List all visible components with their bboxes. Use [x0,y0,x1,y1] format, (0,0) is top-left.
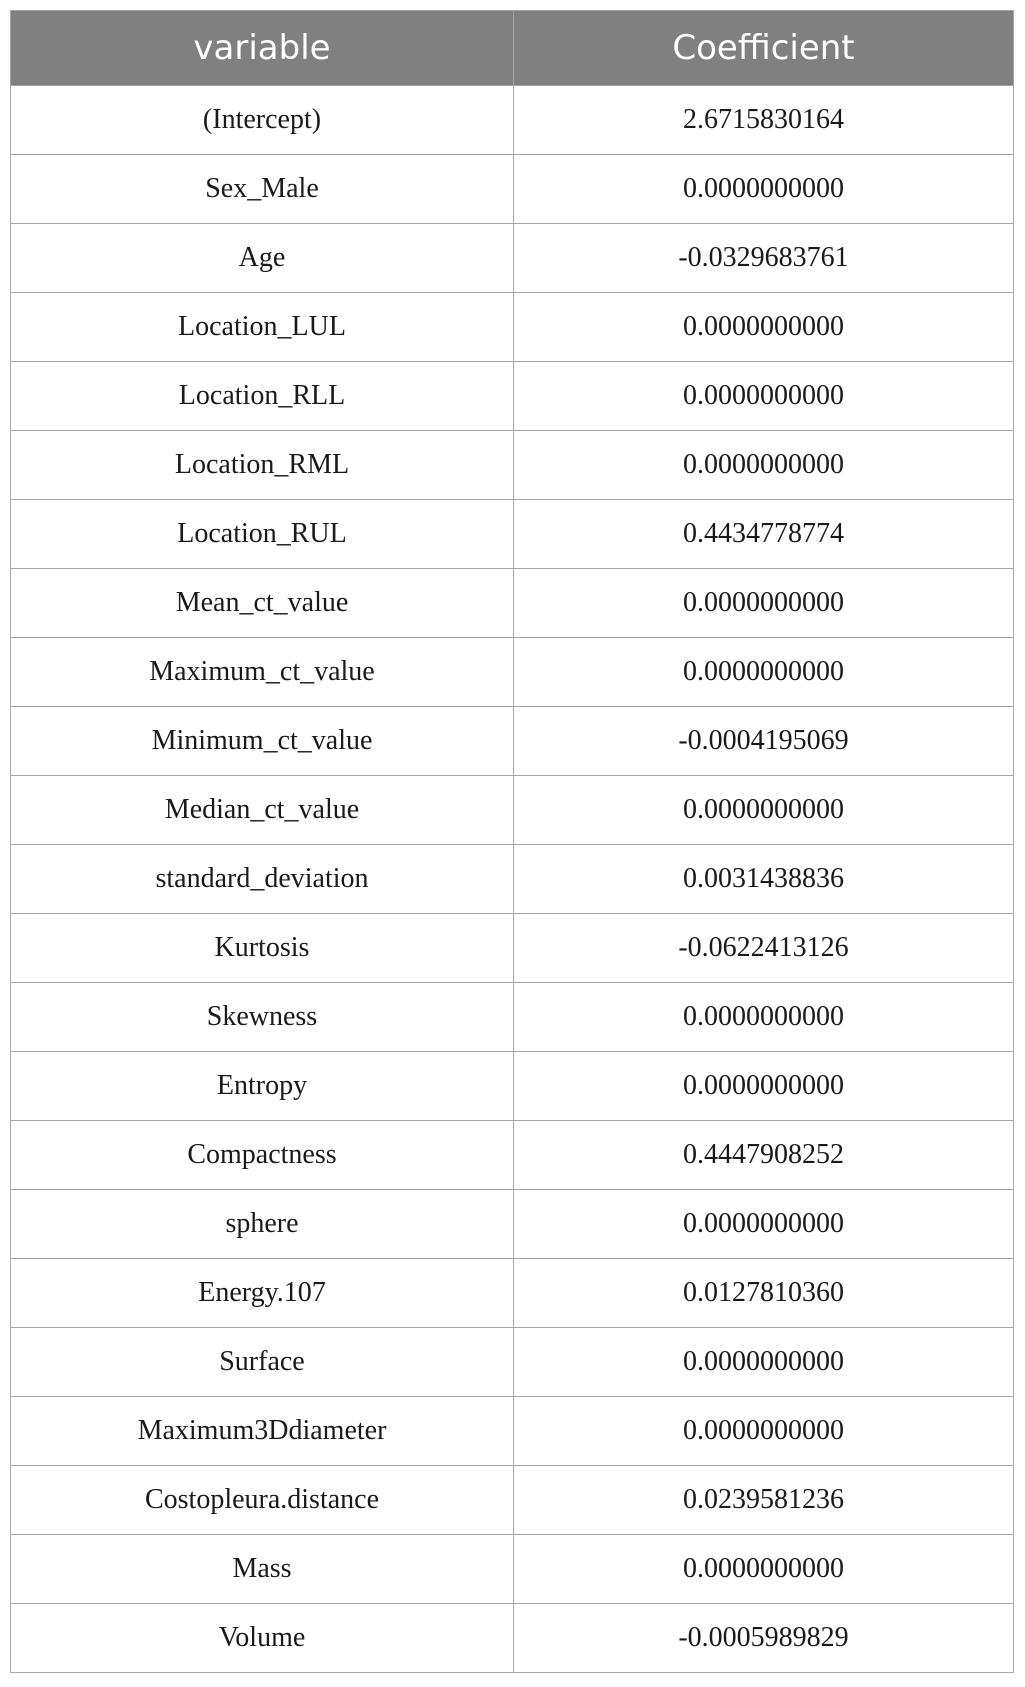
variable-cell: Skewness [11,983,514,1052]
table-row [11,983,1014,1052]
table-row [11,500,1014,569]
coefficient-cell: 0.0000000000 [514,293,1014,362]
table-row [11,293,1014,362]
coefficient-cell: 0.0000000000 [514,776,1014,845]
coefficient-cell: 0.0000000000 [514,1052,1014,1121]
coefficient-cell: 0.0000000000 [514,569,1014,638]
variable-cell: Location_RUL [11,500,514,569]
variable-cell: sphere [11,1190,514,1259]
variable-cell: (Intercept) [11,86,514,155]
table-row [11,1604,1014,1673]
table-row [11,914,1014,983]
table-row [11,362,1014,431]
table-header [11,11,1014,86]
table-row [11,1190,1014,1259]
table-row [11,86,1014,155]
coefficient-cell: 0.0000000000 [514,1397,1014,1466]
header-row [11,11,1014,86]
table-body [11,86,1014,1673]
variable-cell: Surface [11,1328,514,1397]
coefficient-cell: 0.0239581236 [514,1466,1014,1535]
coefficient-cell: 0.0031438836 [514,845,1014,914]
coefficient-cell: 2.6715830164 [514,86,1014,155]
variable-cell: Median_ct_value [11,776,514,845]
variable-cell: Maximum3Ddiameter [11,1397,514,1466]
variable-cell: Costopleura.distance [11,1466,514,1535]
table-row [11,845,1014,914]
table-row [11,431,1014,500]
coefficient-cell: 0.0000000000 [514,1190,1014,1259]
coefficient-cell: 0.0000000000 [514,1328,1014,1397]
table-row [11,1397,1014,1466]
coefficient-table-container [10,10,1013,1673]
coefficient-cell: 0.0000000000 [514,983,1014,1052]
table-row [11,1466,1014,1535]
coefficient-cell: 0.0127810360 [514,1259,1014,1328]
variable-cell: Minimum_ct_value [11,707,514,776]
table-row [11,1052,1014,1121]
variable-cell: Compactness [11,1121,514,1190]
coefficient-cell: -0.0622413126 [514,914,1014,983]
variable-cell: Age [11,224,514,293]
column-header-variable: variable [11,11,514,86]
variable-cell: Maximum_ct_value [11,638,514,707]
coefficient-cell: 0.0000000000 [514,362,1014,431]
variable-cell: Location_RLL [11,362,514,431]
coefficient-cell: 0.4434778774 [514,500,1014,569]
variable-cell: Location_LUL [11,293,514,362]
table-row [11,224,1014,293]
coefficient-cell: 0.0000000000 [514,155,1014,224]
variable-cell: Volume [11,1604,514,1673]
variable-cell: standard_deviation [11,845,514,914]
coefficient-cell: 0.0000000000 [514,431,1014,500]
coefficient-cell: 0.4447908252 [514,1121,1014,1190]
table-row [11,1121,1014,1190]
variable-cell: Mass [11,1535,514,1604]
coefficient-cell: -0.0005989829 [514,1604,1014,1673]
variable-cell: Energy.107 [11,1259,514,1328]
table-row [11,1535,1014,1604]
coefficient-cell: 0.0000000000 [514,638,1014,707]
variable-cell: Kurtosis [11,914,514,983]
variable-cell: Entropy [11,1052,514,1121]
table-row [11,707,1014,776]
coefficient-cell: 0.0000000000 [514,1535,1014,1604]
variable-cell: Sex_Male [11,155,514,224]
table-row [11,155,1014,224]
variable-cell: Location_RML [11,431,514,500]
table-row [11,1259,1014,1328]
column-header-coefficient: Coefficient [514,11,1014,86]
table-row [11,776,1014,845]
table-row [11,638,1014,707]
coefficient-cell: -0.0004195069 [514,707,1014,776]
table-row [11,1328,1014,1397]
coefficient-table [10,10,1014,1673]
coefficient-cell: -0.0329683761 [514,224,1014,293]
variable-cell: Mean_ct_value [11,569,514,638]
table-row [11,569,1014,638]
